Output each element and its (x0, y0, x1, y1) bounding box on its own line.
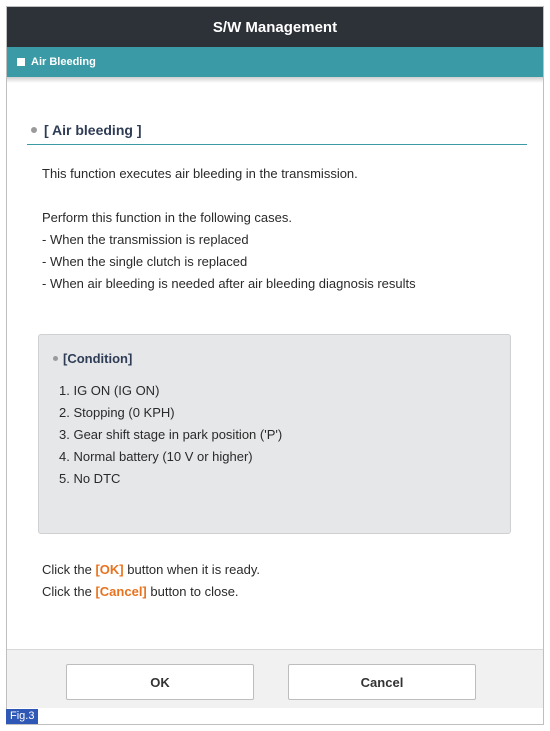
instruction-text: button when it is ready. (123, 562, 260, 577)
function-heading (27, 115, 527, 145)
window-title-bar (7, 7, 543, 47)
instruction-text: Click the (42, 584, 96, 599)
figure-label: Fig.3 (6, 709, 38, 724)
cancel-button[interactable]: Cancel (288, 664, 476, 700)
ok-highlight: [OK] (95, 562, 124, 577)
section-bar-shadow (7, 77, 543, 83)
description-line: Perform this function in the following cases. (42, 210, 293, 225)
cancel-instruction (42, 581, 260, 603)
ok-instruction (42, 559, 260, 581)
heading-text: [ Air bleeding ] (44, 121, 142, 138)
condition-list (59, 380, 282, 490)
condition-item: 4. Normal battery (10 V or higher) (59, 449, 253, 464)
button-bar (7, 649, 543, 708)
bullet-dot-icon (53, 356, 58, 361)
section-label: Air Bleeding (31, 56, 96, 68)
function-description (42, 163, 522, 295)
description-line: - When the single clutch is replaced (42, 254, 248, 269)
description-line: This function executes air bleeding in the transmission. (42, 166, 358, 181)
condition-item: 3. Gear shift stage in park position ('P') (59, 427, 283, 442)
condition-title-text: [Condition] (63, 351, 133, 366)
condition-item: 2. Stopping (0 KPH) (59, 405, 175, 420)
condition-item: 1. IG ON (IG ON) (59, 383, 160, 398)
square-bullet-icon (17, 58, 25, 66)
condition-title (53, 351, 132, 366)
section-bar (7, 47, 543, 77)
condition-box (38, 334, 511, 534)
instructions (42, 559, 260, 603)
ok-button[interactable]: OK (66, 664, 254, 700)
cancel-highlight: [Cancel] (95, 584, 147, 599)
instruction-text: button to close. (146, 584, 239, 599)
bullet-dot-icon (31, 127, 37, 133)
description-line: - When the transmission is replaced (42, 232, 249, 247)
condition-item: 5. No DTC (59, 471, 121, 486)
dialog-window (6, 6, 544, 725)
description-line: - When air bleeding is needed after air bleeding diagnosis results (42, 276, 416, 291)
window-title: S/W Management (212, 18, 338, 36)
instruction-text: Click the (42, 562, 96, 577)
